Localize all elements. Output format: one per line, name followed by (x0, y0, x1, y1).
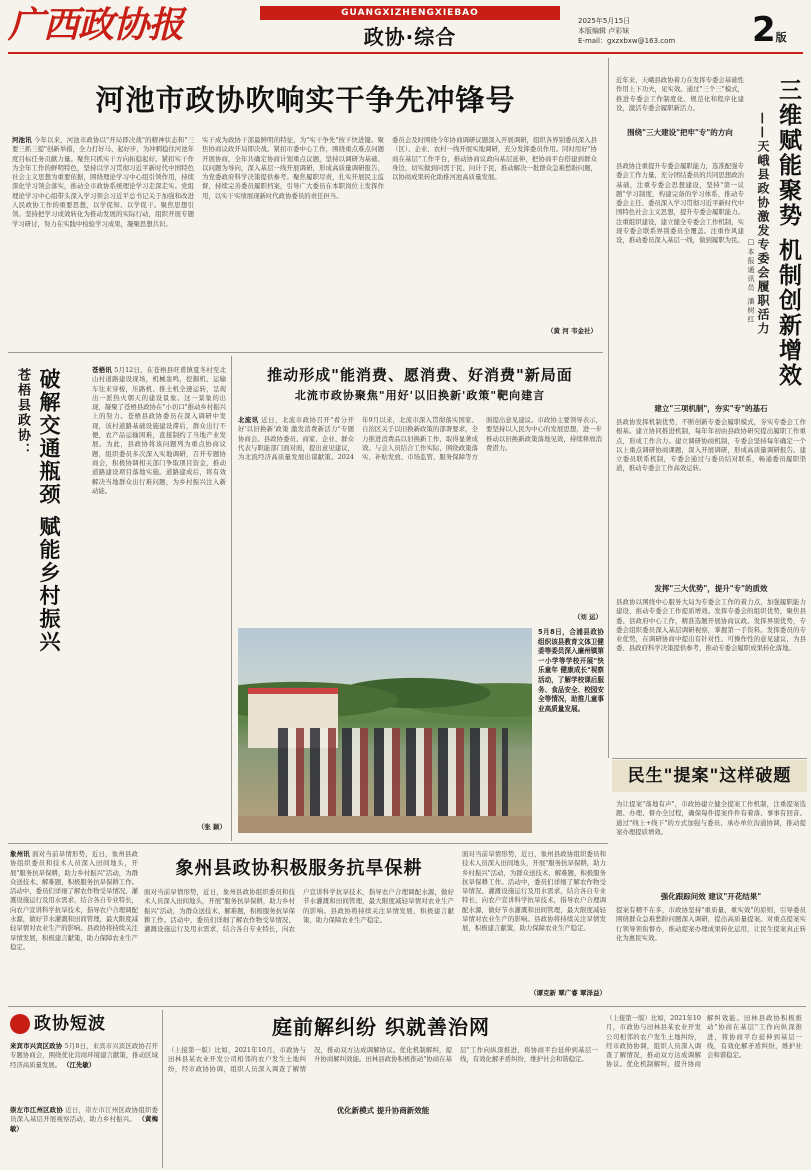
divider (231, 356, 232, 841)
tiane-text-3: 县政协以围绕中心服务大局为专委会工作的着力点，加强履职能力建设，推动专委会工作提质增效。发挥专委会的组织优势，聚焦县委、县政府中心工作，精准选题开展协商议政。发挥界别优势，专委会组织委员深入基层调研视察，掌握第一手资料。发挥委员的专业优势，在调研协商中提出有针对性、可操作性的意见建议，为县委、县政府科学决策提供参考，推动专委会履职成果转化落地。 (616, 598, 806, 653)
minsheng-text: 为让提案"落地有声"，市政协建立健全提案工作机制，注重提案选题、办理、督办全过程，确保每件提案件件有着落、事事有回音。通过"线上+线下"的方式加强与委员、承办单位沟通协调，推动提案办理提质增效。 (616, 800, 806, 836)
hechi-lead-tag: 河池讯 (12, 136, 32, 144)
short-item-1-title: 来宾市兴宾区政协 (10, 1042, 63, 1050)
minsheng-title: 民生"提案"这样破题 (612, 760, 807, 792)
tiane-lead: 近年来，天峨县政协着力在发挥专委会基础性作用上下功夫，见实效。通过"三个三"模式，推进专委会工作制度化、规范化和程序化建设，激活专委会履职新活力。 (616, 76, 744, 112)
hechi-col3: 委员会及时围绕今年协商调研议题深入开展调研，组织各界别委员深入县（区）、企业、农村一线开展实地调研，充分发挥委员作用。同时用好"协商在基层"工作平台，推动协商议政向基层延伸，把协商平台搭建到群众身边，切实做到问需于民、问计于民，推动解决一批群众急难愁盼问题，以协商成果转化助推河池高质量发展。 (392, 136, 597, 182)
article-ting (166, 1010, 806, 1168)
beiliu-text (238, 416, 602, 616)
cangwu-lead-tag: 苍梧讯 (92, 366, 112, 374)
short-item-2-title: 崇左市江州区政协 (10, 1106, 64, 1114)
beiliu-lead-tag: 北流讯 (238, 416, 259, 424)
xiangzhou-text-mid: 面对当前旱情形势，近日，象州县政协组织委员和技术人员深入田间地头，开展"服务抗旱保耕，助力乡村振兴"活动，为群众送技术、解难题，积极服务抗旱保耕工作。活动中，委员们详细了解农作物受旱情况、灌溉设施运行及用水需求，结合各自专业特长，向农户宣讲科学抗旱技术，指导农户合理调配水源，做好节水灌溉和田间管理，最大限度减轻旱情对农业生产的影响。县政协将持续关注旱情发展，积极建言献策，助力保障农业生产稳定。 (144, 888, 454, 934)
hechi-byline: （黄 河 韦金社） (546, 327, 597, 335)
beiliu-body: 近日，北流市政协召开"看分开好'以旧换新'政策 激发消费新活力"专题协商会。县政协委员、商家、企业、群众代表与职能部门面对面，提出意见建议，为北流经济高质量发展出谋献策。2024年9月以来，北流市深入贯彻落实国家、自治区关于以旧换新政策的部署要求，全力推进消费品以旧换新工作，取得显著成效。与会人员结合工作实际，围绕政策落实、补贴发放、市场监管、服务保障等方面提出意见建议。市政协主要领导表示，要坚持以人民为中心的发展思想，进一步推动以旧换新政策落地见效，持续释放消费潜力。 (238, 416, 602, 462)
short-title: 政协短波 (34, 1014, 106, 1034)
cangwu-byline: （张 颖） (197, 823, 226, 831)
divider (162, 1010, 163, 1168)
article-minsheng (612, 760, 811, 1005)
short-item-2-byline: （黄梅敏） (10, 1115, 158, 1133)
article-hechi (8, 58, 603, 348)
ting-text-a: （上接第一版）比如，2021年10月，市政协与田林县某农业开发公司相邻的农户发生土地纠纷，经市政协协调，组织人员深入调查了解情况，推动双方达成调解协议。优化机制解纠，提升协商解纠效能。田林县政协积极推动"协商在基层"工作向纵深推进，将协商平台延伸到基层一线，有效化解矛盾纠纷，维护社会和谐稳定。 (168, 1046, 598, 1073)
tiane-subhead-3: 发挥"三大优势"，提升"专"的质效 (616, 584, 806, 594)
short-item-2 (10, 1106, 158, 1166)
zhengxie-short (8, 1010, 160, 1168)
page-number (752, 12, 810, 48)
divider (608, 58, 609, 758)
tiane-subhead-1: 围绕"三大建设"把牢"专"的方向 (616, 128, 744, 138)
minsheng-subhead: 强化跟踪问效 建议"开花结果" (616, 892, 806, 902)
ting-text-b: （上接第一版）比如，2021年10月，市政协与田林县某农业开发公司相邻的农户发生土地纠纷，经市政协协调，组织人员深入调查了解情况，推动双方达成调解协议。优化机制解纠，提升协商解纠效能。田林县政协积极推动"协商在基层"工作向纵深推进，将协商平台延伸到基层一线，有效化解矛盾纠纷，维护社会和谐稳定。 (606, 1014, 802, 1069)
xiangzhou-body: 面对当前旱情形势，近日，象州县政协组织委员和技术人员深入田间地头，开展"服务抗旱保耕，助力乡村振兴"活动，为群众送技术、解难题，积极服务抗旱保耕工作。活动中，委员们详细了解农作物受旱情况、灌溉设施运行及用水需求，结合各自专业特长，向农户宣讲科学抗旱技术，指导农户合理调配水源，做好节水灌溉和田间管理，最大限度减轻旱情对农业生产的影响。县政协将持续关注旱情发展，积极建言献策，助力保障农业生产稳定。 (10, 850, 138, 951)
cangwu-label: 苍梧县政协： (15, 368, 30, 458)
short-item-2-text: 近日，崇左市江州区政协组织委员深入基层开展视察活动，助力乡村振兴。 (10, 1106, 158, 1124)
event-photo (238, 628, 532, 833)
masthead-editor: 本版编辑 卢彩妹 (578, 27, 630, 35)
photo-caption: 5月8日，合浦县政协组织该县教育文体卫健委等委员深入廉州镇第一小学等学校开展"快乐童年 健康成长"视察活动，了解学校课后服务、食品安全、校园安全等情况，助推儿童事业高质量发展。 (538, 628, 604, 713)
xiangzhou-lead-tag: 象州讯 (10, 850, 30, 858)
hechi-title: 河池市政协吹响实干争先冲锋号 (95, 83, 516, 117)
masthead-info (578, 16, 748, 46)
tiane-text-2: 县政协发挥机制优势，不断创新专委会履职模式，夯实专委会工作根基。建立协同推进机制，每年年初由县政协研究提出履职工作重点，形成工作合力。建立调研协商机制，专委会坚持每年确定一个以上重点调研协商课题，深入开展调研，形成高质量调研报告。建立委员联系机制，专委会通过与委员结对联系，畅通委员履职渠道，推动专委会工作高效运转。 (616, 418, 806, 473)
hechi-col1-text: 今年以来，河池市政协以"开局即决战"的精神状态和"三要三抓三提"创新举措，全力打好马、起好步，为冲刺稳住河池年度目标任务贡献力量。聚焦只抓实干方向拓稳起好。紧扣实干作为全年工作的鲜明特色，坚持以学习贯彻习近平新时代中国特色社会主义思想为重要依据，围绕理论学习中心组引领作用，持续深化学习领会落实，推动全市政协系统理论学习走深走实。党组理论学习中心组带头深入学习领会习近平总书记关于加强和改进人民政协工作的重要思想，以学促知、以学促干。聚焦思想引领。坚持把学习成效转化为推动发展的实际行动，组织开展专题学习研讨，努力在实践中检验学习成果，凝聚思想共识。 (12, 136, 194, 228)
tiane-subtitle: ——天峨县政协激发专委会履职活力 (756, 112, 770, 336)
article-tiane (612, 58, 811, 758)
short-item-1-text: 5月8日，来宾市兴宾区政协召开专题协商会，围绕优化营商环境建言献策，推动区域经济高质量发展。 (10, 1042, 158, 1069)
page-number-suffix: 版 (775, 31, 787, 44)
masthead (0, 0, 811, 58)
hechi-col1 (12, 136, 194, 336)
minsheng-text-2: 提案有精不在多，市政协坚持"重质量、重实效"的原则，引导委员围绕群众急难愁盼问题深入调研，提出高质量提案。对重点提案实行领导领衔督办，推动提案办理成果转化运用，让民生提案真正转化为惠民实效。 (616, 906, 806, 942)
beiliu-subtitle: 北流市政协聚焦"用好'以旧换新'政策"靶向建言 (294, 389, 546, 402)
xiangzhou-text-right: 面对当前旱情形势，近日，象州县政协组织委员和技术人员深入田间地头，开展"服务抗旱保耕，助力乡村振兴"活动，为群众送技术、解难题，积极服务抗旱保耕工作。活动中，委员们详细了解农作物受旱情况、灌溉设施运行及用水需求，结合各自专业特长，向农户宣讲科学抗旱技术，指导农户合理调配水源，做好节水灌溉和田间管理，最大限度减轻旱情对农业生产的影响。县政协将持续关注旱情发展，积极建言献策，助力保障农业生产稳定。 (462, 850, 606, 933)
article-beiliu (234, 356, 606, 841)
article-cangwu (8, 356, 230, 841)
masthead-logo: 广西政协报 (8, 4, 184, 46)
short-item-1 (10, 1042, 158, 1100)
tiane-title: 三维赋能聚势 机制创新增效 (775, 78, 801, 389)
xiangzhou-byline: （谭克新 覃广睿 覃泽益） (529, 989, 606, 997)
hechi-col2: 实干成为政协干部最鲜明的特征，为"实干争先"按下快进键。聚焦协商议政开局即决战。紧扣市委中心工作，围绕重点难点问题开展协商，全年共确定协商计划重点议题，坚持以调研为基础、以问题为导向，深入基层一线开展调研，形成高质量调研报告，为党委政府科学决策提供参考。聚焦履职尽责，扎实开展民主监督，持续完善委员履职档案，引导广大委员在本职岗位上发挥作用，以实干实绩展现新时代政协委员的责任担当。 (202, 136, 384, 200)
beiliu-title: 推动形成"能消费、愿消费、好消费"新局面 (267, 366, 573, 384)
xiangzhou-title: 象州县政协积极服务抗旱保耕 (175, 858, 423, 879)
masthead-date: 2025年5月15日 (578, 17, 631, 25)
beiliu-byline: （刘 运） (573, 613, 602, 621)
divider (8, 1006, 806, 1007)
photo-people (278, 728, 508, 823)
masthead-section: 政协·综合 (363, 25, 457, 49)
ting-subhead: 优化新模式 提升协商新效能 (316, 1106, 450, 1116)
masthead-pinyin: GUANGXIZHENGXIEBAO (341, 8, 479, 18)
tiane-subhead-2: 建立"三项机制"，夯实"专"的基石 (616, 404, 806, 414)
divider (8, 843, 608, 844)
tiane-reporter: □本报通讯员 潘树红 (747, 238, 755, 325)
ting-title: 庭前解纠纷 织就善治网 (272, 1015, 490, 1039)
short-title-bar (8, 1010, 160, 1038)
page-number-digit: 2 (752, 10, 776, 50)
cangwu-title: 破解交通瓶颈 赋能乡村振兴 (37, 368, 61, 654)
masthead-pinyin-bar (260, 6, 560, 20)
cangwu-body: 5月12日，在苍梧县旺甫镇夏冬村至北山村道路建设现场，机械轰鸣，挖掘机、运输车往来穿梭，压路机、推土机全速运转，呈现出一派热火朝天的建设景象。这一景象的出现，凝聚了苍梧县政协在"小切口"推动乡村振兴上的努力。苍梧县政协委员在深入调研中发现，该村道路基础设施建设滞后，群众出行不便，农产品运输困难，直接制约了当地产业发展。为此，县政协将该问题列为重点协商议题，组织委员多次深入实地调研，召开专题协商会，积极协调相关部门争取项目资金，推动道路建设项目落地实施。道路建成后，将有效解决当地群众出行难问题，为乡村振兴注入新动能。 (92, 366, 226, 495)
xiangzhou-text-left (10, 850, 138, 1000)
short-icon (10, 1014, 30, 1034)
divider (8, 352, 603, 353)
short-item-1-byline: （江先敏） (63, 1060, 96, 1069)
masthead-email: E-mail：gxzxbxw@163.com (578, 37, 676, 45)
tiane-text-1: 县政协注重提升专委会履职能力，选准配强专委会工作力量，充分团结委员的共同思想政治基础，注重专委会思想建设，坚持"第一议题"学习制度，构建完备的学习体系，推动专委会主任、委员深入学习贯彻习近平新时代中国特色社会主义思想，提升专委会履职能力。注重组织建设，建立健全专委会工作机制，实现专委会联系界别委员全覆盖。注重作风建设，推动委员深入基层一线，做到履职为民。 (616, 162, 744, 245)
masthead-rule (8, 52, 803, 54)
divider (612, 758, 807, 759)
article-xiangzhou (8, 846, 608, 1004)
cangwu-text (92, 366, 226, 816)
photo-ground (238, 816, 532, 833)
